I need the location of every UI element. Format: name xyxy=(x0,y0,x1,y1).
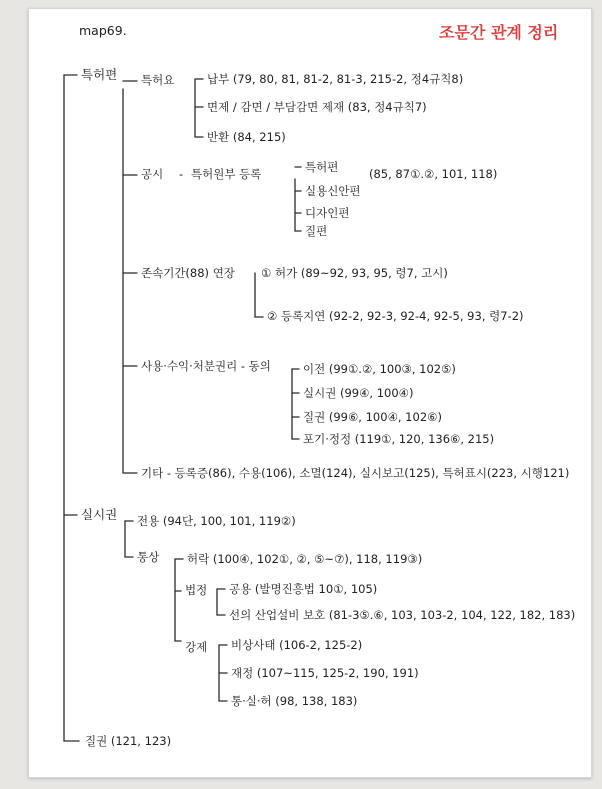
patent-section-label: 특허편 xyxy=(81,67,118,82)
document-page xyxy=(28,8,592,778)
exclusive-rights-item: 이전 (99①.②, 100③, 102⑤) xyxy=(303,362,456,376)
publication-item: 질편 xyxy=(305,224,328,238)
license-section-label: 실시권 xyxy=(81,507,118,522)
dash-separator: - xyxy=(179,167,184,181)
permission-license-line: 허락 (100④, 102①, ②, ⑤~⑦), 118, 119③) xyxy=(187,552,423,566)
patent-other-line: 기타 - 등록증(86), 수용(106), 소멸(124), 실시보고(125), 특허표시(223, 시행121) xyxy=(141,466,570,480)
page-number-label: map69. xyxy=(79,23,127,38)
compulsory-license-item: 재정 (107~115, 125-2, 190, 191) xyxy=(231,666,419,680)
claims-label: 특허요 xyxy=(141,73,175,87)
page-title: 조문간 관계 정리 xyxy=(439,23,559,42)
normal-license-label: 통상 xyxy=(137,550,160,564)
exclusive-license-line: 전용 (94단, 100, 101, 119②) xyxy=(137,514,296,528)
compulsory-license-item: 비상사태 (106-2, 125-2) xyxy=(231,638,363,652)
exclusive-rights-item: 실시권 (99④, 100④) xyxy=(303,386,414,400)
publication-item: 디자인편 xyxy=(305,206,350,220)
exclusive-rights-item: 질권 (99⑥, 100④, 102⑥) xyxy=(303,410,442,424)
compulsory-license-item: 통·실·허 (98, 138, 183) xyxy=(231,694,358,708)
claims-item: 반환 (84, 215) xyxy=(207,130,286,144)
publication-item: 특허편 xyxy=(305,160,339,174)
pledge-line: 질권 (121, 123) xyxy=(85,734,172,748)
term-extension-item: ① 허가 (89~92, 93, 95, 령7, 고시) xyxy=(261,266,448,280)
claims-item: 면제 / 감면 / 부담감면 제재 (83, 정4규칙7) xyxy=(207,100,427,114)
publication-refs: (85, 87①.②, 101, 118) xyxy=(369,167,498,181)
term-extension-item: ② 등록지연 (92-2, 92-3, 92-4, 92-5, 93, 령7-2) xyxy=(267,309,524,323)
compulsory-license-label: 강제 xyxy=(185,640,208,654)
exclusive-rights-label: 사용·수익·처분권리 - 동의 xyxy=(141,359,271,373)
statutory-license-item: 선의 산업설비 보호 (81-3⑤.⑥, 103, 103-2, 104, 122, 182, 183) xyxy=(229,608,576,622)
publication-label: 공시 xyxy=(141,167,164,181)
exclusive-rights-item: 포기·정정 (119①, 120, 136⑥, 215) xyxy=(303,432,495,446)
term-extension-label: 존속기간(88) 연장 xyxy=(141,266,235,280)
statutory-license-label: 법정 xyxy=(185,583,208,597)
publication-sub-label: 특허원부 등록 xyxy=(191,167,262,181)
publication-item: 실용신안편 xyxy=(305,184,361,198)
claims-item: 납부 (79, 80, 81, 81-2, 81-3, 215-2, 정4규칙8) xyxy=(207,72,464,86)
statutory-license-item: 공용 (발명진흥법 10①, 105) xyxy=(229,582,378,596)
